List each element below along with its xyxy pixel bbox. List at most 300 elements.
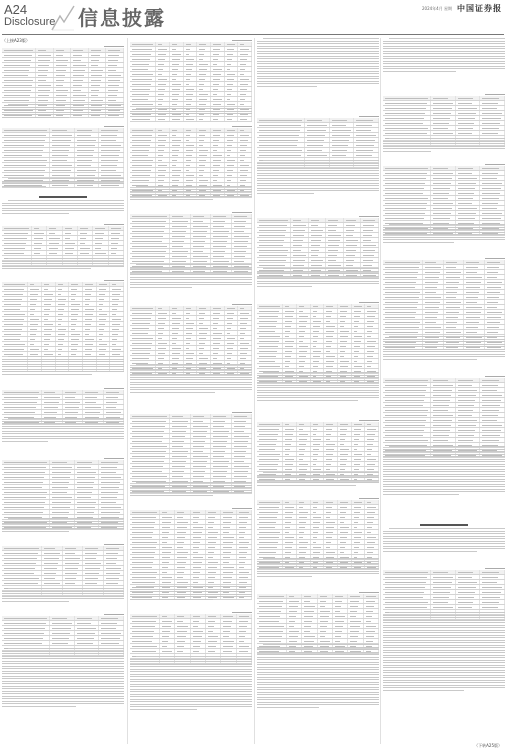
table-cell xyxy=(130,540,160,544)
table-cell xyxy=(99,470,124,474)
table-cell xyxy=(364,604,379,608)
table-cell xyxy=(423,265,444,269)
section-heading xyxy=(383,522,505,527)
table-cell xyxy=(480,106,505,110)
text-line xyxy=(2,203,124,204)
section-english-title: Disclosure xyxy=(4,16,56,28)
table-cell xyxy=(324,467,338,471)
table-cell xyxy=(338,364,352,368)
table-cell xyxy=(191,525,206,529)
table-cell xyxy=(431,106,456,110)
table-cell xyxy=(365,510,379,514)
table-cell xyxy=(297,535,311,539)
table-cell xyxy=(71,48,89,52)
table-cell xyxy=(211,214,232,218)
table-cell xyxy=(257,452,283,456)
table-cell xyxy=(311,359,325,363)
table-cell xyxy=(302,594,317,598)
table-cell xyxy=(431,388,456,392)
table-cell xyxy=(156,47,170,51)
table-cell xyxy=(109,231,124,235)
table-cell xyxy=(464,275,485,279)
text-line xyxy=(383,466,505,467)
table-cell xyxy=(184,356,198,360)
table-cell xyxy=(444,260,465,264)
table-cell xyxy=(257,437,283,441)
table-cell xyxy=(211,173,225,177)
table-cell xyxy=(170,449,191,453)
table-cell xyxy=(156,62,170,66)
table-cell xyxy=(283,334,297,338)
table-cell xyxy=(485,300,506,304)
table-cell xyxy=(485,265,506,269)
table-cell xyxy=(184,87,198,91)
table-cell xyxy=(28,282,42,286)
table-cell xyxy=(71,88,89,92)
table-cell xyxy=(480,126,505,130)
table-cell xyxy=(383,131,431,135)
text-line xyxy=(2,433,124,434)
table-cell xyxy=(383,126,431,130)
table-cell xyxy=(184,158,198,162)
table-cell xyxy=(2,226,32,230)
text-line xyxy=(383,53,505,54)
table-cell xyxy=(104,566,125,570)
table-cell xyxy=(2,405,42,409)
table-cell xyxy=(238,306,252,310)
table-cell xyxy=(431,398,456,402)
table-cell xyxy=(69,292,83,296)
table-cell xyxy=(287,604,302,608)
table-cell xyxy=(50,485,75,489)
table-cell xyxy=(170,72,184,76)
table-cell xyxy=(50,158,75,162)
table-cell xyxy=(456,408,481,412)
table-cell xyxy=(318,619,333,623)
table-cell xyxy=(365,349,379,353)
table-cell xyxy=(383,403,431,407)
table-cell xyxy=(2,581,42,585)
text-line xyxy=(130,116,190,117)
table-cell xyxy=(383,186,431,190)
table-cell xyxy=(383,330,423,334)
text-line xyxy=(383,481,505,482)
table-cell xyxy=(237,575,252,579)
table-cell xyxy=(305,128,330,132)
table-cell xyxy=(50,470,75,474)
table-cell xyxy=(170,133,184,137)
table-cell xyxy=(75,148,100,152)
table-cell xyxy=(238,341,252,345)
table-cell xyxy=(333,604,348,608)
table-cell xyxy=(28,327,42,331)
table-cell xyxy=(352,437,366,441)
table-cell xyxy=(309,243,327,247)
table-cell xyxy=(456,116,481,120)
text-line xyxy=(383,486,505,487)
table-cell xyxy=(197,341,211,345)
table-cell xyxy=(365,550,379,554)
table-cell xyxy=(130,575,160,579)
text-line xyxy=(383,234,505,235)
table-cell xyxy=(191,464,212,468)
table-cell xyxy=(75,168,100,172)
table-cell xyxy=(257,525,283,529)
table-cell xyxy=(160,629,175,633)
text-line xyxy=(257,83,379,84)
table-cell xyxy=(221,614,236,618)
table-cell xyxy=(206,629,221,633)
table-cell xyxy=(184,148,198,152)
table-cell xyxy=(130,459,170,463)
table-cell xyxy=(130,219,170,223)
table-cell xyxy=(257,364,283,368)
table-cell xyxy=(2,58,36,62)
text-line xyxy=(383,672,505,673)
table-cell xyxy=(456,605,481,609)
table-cell xyxy=(352,442,366,446)
table-cell xyxy=(211,254,232,258)
table-cell xyxy=(184,331,198,335)
table-cell xyxy=(130,168,156,172)
table-cell xyxy=(365,329,379,333)
table-cell xyxy=(156,178,170,182)
table-cell xyxy=(156,163,170,167)
text-line xyxy=(257,380,379,381)
table-cell xyxy=(456,176,481,180)
text-line xyxy=(257,699,379,700)
table-cell xyxy=(485,315,506,319)
table-cell xyxy=(130,234,170,238)
table-cell xyxy=(130,535,160,539)
table-cell xyxy=(431,101,456,105)
table-cell xyxy=(237,550,252,554)
table-cell xyxy=(431,423,456,427)
table-cell xyxy=(225,346,239,350)
table-cell xyxy=(75,465,100,469)
table-cell xyxy=(297,422,311,426)
table-cell xyxy=(211,474,232,478)
text-line xyxy=(2,109,124,110)
table-cell xyxy=(130,525,160,529)
table-cell xyxy=(338,520,352,524)
table-cell xyxy=(287,624,302,628)
table-cell xyxy=(32,231,47,235)
table-cell xyxy=(99,475,124,479)
text-line xyxy=(2,441,48,442)
table-cell xyxy=(197,168,211,172)
text-line xyxy=(130,676,252,677)
text-line xyxy=(383,536,505,537)
text-paragraph xyxy=(2,200,124,215)
table-cell xyxy=(283,344,297,348)
table-cell xyxy=(464,310,485,314)
table-cell xyxy=(42,410,63,414)
text-line xyxy=(383,484,505,485)
table-cell xyxy=(50,641,75,645)
table-cell xyxy=(456,418,481,422)
table-cell xyxy=(383,216,431,220)
table-cell xyxy=(156,42,170,46)
table-cell xyxy=(170,351,184,355)
table-cell xyxy=(365,324,379,328)
table-cell xyxy=(71,98,89,102)
table-cell xyxy=(311,515,325,519)
text-line xyxy=(2,523,124,524)
text-line xyxy=(383,339,505,340)
table-cell xyxy=(225,351,239,355)
text-paragraph xyxy=(130,364,252,394)
table-cell xyxy=(225,82,239,86)
table-cell xyxy=(352,467,366,471)
table-cell xyxy=(130,649,160,653)
table-cell xyxy=(238,346,252,350)
text-line xyxy=(8,418,124,419)
table-cell xyxy=(170,429,191,433)
table-cell xyxy=(383,260,423,264)
table-cell xyxy=(156,336,170,340)
table-cell xyxy=(197,331,211,335)
table-cell xyxy=(338,344,352,348)
text-line xyxy=(257,576,312,577)
text-line xyxy=(257,56,379,57)
table-cell xyxy=(211,102,225,106)
table-cell xyxy=(2,510,50,514)
text-line xyxy=(383,461,505,462)
table-cell xyxy=(257,359,283,363)
table-cell xyxy=(170,224,191,228)
table-cell xyxy=(184,321,198,325)
table-cell xyxy=(83,307,97,311)
text-line xyxy=(263,644,379,645)
table-cell xyxy=(63,561,84,565)
table-cell xyxy=(2,292,28,296)
table-cell xyxy=(191,229,212,233)
table-cell xyxy=(83,297,97,301)
table-cell xyxy=(305,138,330,142)
table-cell xyxy=(206,619,221,623)
table-cell xyxy=(175,644,190,648)
table-cell xyxy=(311,339,325,343)
table-cell xyxy=(42,302,56,306)
text-line xyxy=(383,58,505,59)
table-cell xyxy=(104,576,125,580)
table-cell xyxy=(2,73,36,77)
table-cell xyxy=(97,297,111,301)
text-paragraph xyxy=(257,160,379,195)
table-cell xyxy=(352,530,366,534)
table-cell xyxy=(456,111,481,115)
table-cell xyxy=(238,143,252,147)
table-cell xyxy=(42,395,63,399)
table-cell xyxy=(2,317,28,321)
table-cell xyxy=(232,454,253,458)
table-cell xyxy=(191,224,212,228)
table-cell xyxy=(211,133,225,137)
table-cell xyxy=(383,290,423,294)
table-cell xyxy=(191,454,212,458)
table-cell xyxy=(383,171,431,175)
table-cell xyxy=(89,88,107,92)
text-line xyxy=(383,41,505,42)
table-cell xyxy=(324,359,338,363)
table-cell xyxy=(109,226,124,230)
table-cell xyxy=(283,359,297,363)
column-3 xyxy=(257,38,379,744)
table-cell xyxy=(311,535,325,539)
table-cell xyxy=(211,434,232,438)
table-cell xyxy=(197,148,211,152)
text-line xyxy=(2,651,124,652)
text-line xyxy=(383,46,505,47)
table-cell xyxy=(238,163,252,167)
text-line xyxy=(130,111,252,112)
table-cell xyxy=(326,253,344,257)
text-line xyxy=(257,168,379,169)
table-cell xyxy=(206,575,221,579)
table-cell xyxy=(237,520,252,524)
text-line xyxy=(257,697,379,698)
table-cell xyxy=(130,515,160,519)
table-cell xyxy=(352,334,366,338)
table-cell xyxy=(344,243,362,247)
table-cell xyxy=(109,241,124,245)
table-cell xyxy=(2,571,42,575)
text-line xyxy=(2,117,69,118)
table-cell xyxy=(184,173,198,177)
table-cell xyxy=(97,342,111,346)
table-cell xyxy=(456,191,481,195)
text-line xyxy=(2,210,124,211)
table-cell xyxy=(480,186,505,190)
table-cell xyxy=(238,128,252,132)
table-cell xyxy=(480,570,505,574)
table-cell xyxy=(170,67,184,71)
table-cell xyxy=(54,63,72,67)
table-cell xyxy=(257,515,283,519)
table-cell xyxy=(78,246,93,250)
table-cell xyxy=(431,378,456,382)
table-cell xyxy=(184,341,198,345)
table-cell xyxy=(383,575,431,579)
table-cell xyxy=(456,131,481,135)
table-cell xyxy=(344,263,362,267)
table-cell xyxy=(326,263,344,267)
table-cell xyxy=(221,525,236,529)
table-cell xyxy=(291,243,309,247)
table-cell xyxy=(383,270,423,274)
table-cell xyxy=(338,334,352,338)
text-line xyxy=(257,702,379,703)
table-cell xyxy=(456,106,481,110)
table-cell xyxy=(206,570,221,574)
table-cell xyxy=(348,624,363,628)
table-cell xyxy=(225,158,239,162)
table-cell xyxy=(221,515,236,519)
table-cell xyxy=(431,403,456,407)
table-cell xyxy=(311,304,325,308)
table-cell xyxy=(83,410,104,414)
table-cell xyxy=(2,98,36,102)
table-cell xyxy=(130,62,156,66)
table-cell xyxy=(130,555,160,559)
table-cell xyxy=(130,336,156,340)
table-cell xyxy=(211,321,225,325)
table-cell xyxy=(191,639,206,643)
text-line xyxy=(263,558,379,559)
table-cell xyxy=(464,290,485,294)
text-line xyxy=(257,163,379,164)
table-cell xyxy=(283,505,297,509)
table-cell xyxy=(225,42,239,46)
table-cell xyxy=(383,121,431,125)
table-cell xyxy=(83,347,97,351)
text-line xyxy=(136,108,252,109)
text-line xyxy=(130,591,252,592)
table-cell xyxy=(83,337,97,341)
table-cell xyxy=(352,354,366,358)
text-line xyxy=(257,657,379,658)
table-cell xyxy=(257,432,283,436)
table-cell xyxy=(197,82,211,86)
table-cell xyxy=(326,238,344,242)
table-cell xyxy=(238,316,252,320)
text-line xyxy=(8,588,124,589)
table-cell xyxy=(225,138,239,142)
table-cell xyxy=(184,102,198,106)
table-cell xyxy=(89,73,107,77)
table-cell xyxy=(238,158,252,162)
table-cell xyxy=(2,480,50,484)
table-cell xyxy=(78,251,93,255)
table-cell xyxy=(197,163,211,167)
table-cell xyxy=(423,260,444,264)
table-cell xyxy=(206,555,221,559)
table-cell xyxy=(69,342,83,346)
table-cell xyxy=(311,364,325,368)
text-line xyxy=(383,148,505,149)
table-cell xyxy=(160,560,175,564)
table-cell xyxy=(75,470,100,474)
text-line xyxy=(257,480,379,481)
table-cell xyxy=(97,347,111,351)
table-cell xyxy=(330,143,355,147)
table-cell xyxy=(225,52,239,56)
text-line xyxy=(383,670,505,671)
text-line xyxy=(383,456,505,457)
text-line xyxy=(257,568,379,569)
table-cell xyxy=(338,505,352,509)
table-cell xyxy=(42,581,63,585)
text-line xyxy=(389,528,505,529)
table-cell xyxy=(305,133,330,137)
table-cell xyxy=(50,460,75,464)
table-cell xyxy=(480,378,505,382)
text-line xyxy=(257,63,379,64)
table-cell xyxy=(50,143,75,147)
table-cell xyxy=(170,419,191,423)
table-cell xyxy=(191,624,206,628)
table-cell xyxy=(324,500,338,504)
text-line xyxy=(130,709,197,710)
table-cell xyxy=(206,580,221,584)
table-cell xyxy=(237,510,252,514)
text-line xyxy=(130,699,252,700)
table-cell xyxy=(338,339,352,343)
table-cell xyxy=(54,58,72,62)
text-line xyxy=(257,278,379,279)
text-line xyxy=(130,194,252,195)
